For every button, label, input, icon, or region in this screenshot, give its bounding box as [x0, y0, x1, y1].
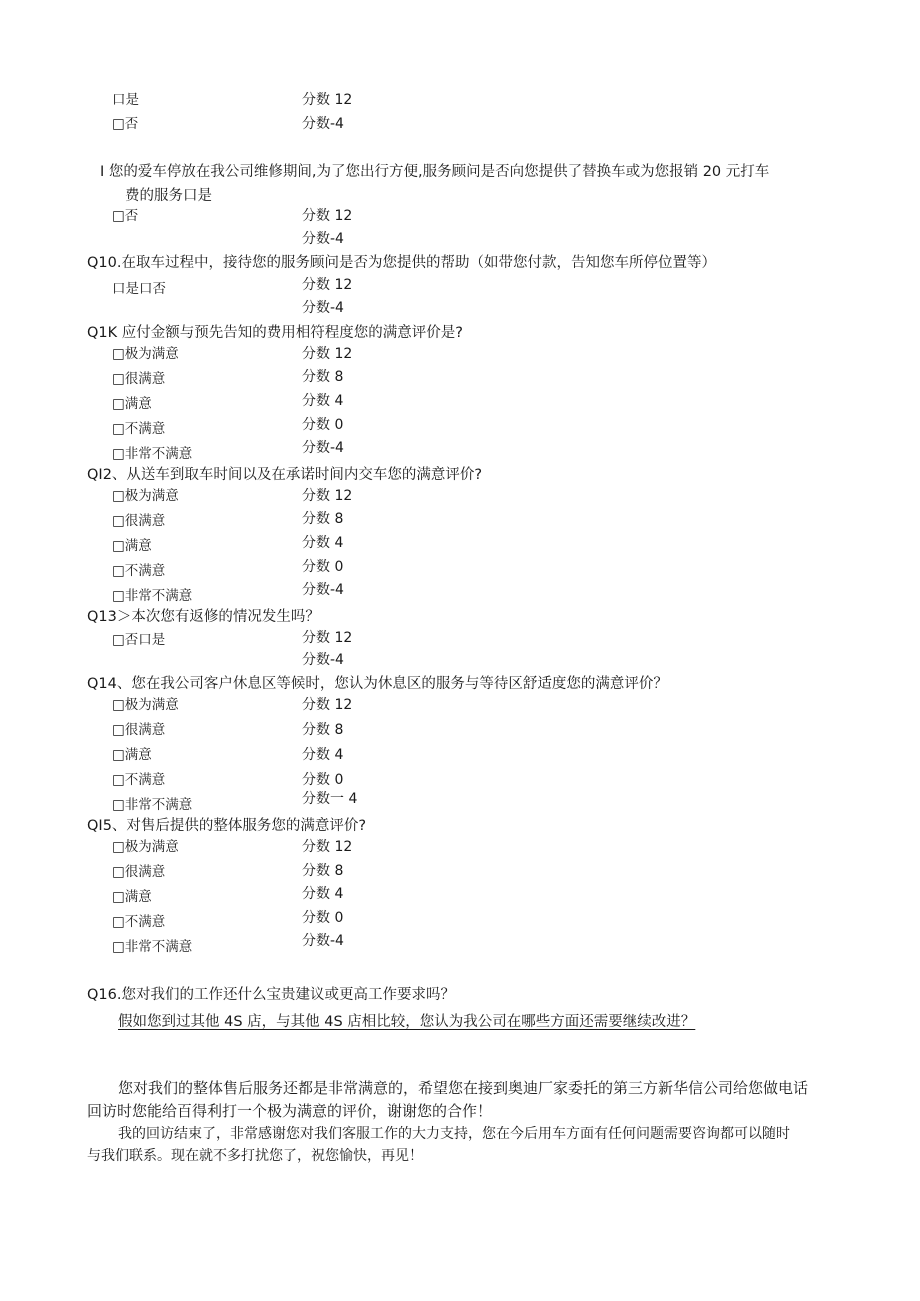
q13-question: Q13＞本次您有返修的情况发生吗？	[87, 609, 320, 625]
q14-score-1: 分数 12	[302, 697, 353, 713]
q15-option-3[interactable]: □满意	[112, 889, 152, 905]
q8-score-no: 分数-4	[302, 116, 344, 132]
q12-option-5[interactable]: □非常不满意	[112, 588, 193, 604]
q15-question: QI5、对售后提供的整体服务您的满意评价?	[87, 818, 367, 834]
q12-score-4: 分数 0	[302, 559, 344, 575]
q8-option-no[interactable]: □否	[112, 116, 139, 132]
closing-paragraph-1-line-1: 您对我们的整体售后服务还都是非常满意的，希望您在接到奥迪厂家委托的第三方新华信公司给您做电话	[118, 1079, 809, 1097]
q16-subquestion: 假如您到过其他 4S 店，与其他 4S 店相比较，您认为我公司在哪些方面还需要继续改进？	[118, 1014, 696, 1030]
q14-score-2: 分数 8	[302, 722, 344, 738]
closing-paragraph-2-line-1: 我的回访结束了，非常感谢您对我们客服工作的大力支持，您在今后用车方面有任何问题需要咨询都可以随时	[118, 1126, 790, 1142]
q12-score-5: 分数-4	[302, 582, 344, 598]
q10-score-yes: 分数 12	[302, 277, 353, 293]
q15-score-3: 分数 4	[302, 886, 344, 902]
q13-score-yes: 分数 12	[302, 630, 353, 646]
q14-score-5: 分数一 4	[302, 791, 358, 807]
q11-option-1[interactable]: □极为满意	[112, 346, 179, 362]
closing-paragraph-2-line-2: 与我们联系。现在就不多打扰您了，祝您愉快，再见！	[87, 1148, 423, 1164]
q13-options[interactable]: □否口是	[112, 632, 166, 648]
q12-score-1: 分数 12	[302, 488, 353, 504]
q12-option-2[interactable]: □很满意	[112, 513, 166, 529]
q11-option-5[interactable]: □非常不满意	[112, 446, 193, 462]
q11-question: Q1K 应付金额与预先告知的费用相符程度您的满意评价是?	[87, 325, 463, 341]
q8-option-yes[interactable]: 口是	[112, 92, 139, 108]
q11-option-4[interactable]: □不满意	[112, 421, 166, 437]
q11-option-3[interactable]: □满意	[112, 396, 152, 412]
q15-score-2: 分数 8	[302, 863, 344, 879]
q15-option-5[interactable]: □非常不满意	[112, 939, 193, 955]
q12-option-3[interactable]: □满意	[112, 538, 152, 554]
q12-score-2: 分数 8	[302, 511, 344, 527]
q15-option-1[interactable]: □极为满意	[112, 839, 179, 855]
q10-score-no: 分数-4	[302, 300, 344, 316]
q14-score-4: 分数 0	[302, 772, 344, 788]
q15-score-5: 分数-4	[302, 933, 344, 949]
q9-option-no[interactable]: □否	[112, 208, 139, 224]
q15-score-4: 分数 0	[302, 910, 344, 926]
q12-option-4[interactable]: □不满意	[112, 563, 166, 579]
q10-question: Q10.在取车过程中，接待您的服务顾问是否为您提供的帮助（如带您付款，告知您车所停位置等）	[87, 255, 716, 271]
q14-option-5[interactable]: □非常不满意	[112, 797, 193, 813]
q14-option-4[interactable]: □不满意	[112, 772, 166, 788]
q15-option-4[interactable]: □不满意	[112, 914, 166, 930]
q13-score-no: 分数-4	[302, 652, 344, 668]
q9-question-line1: I 您的爱车停放在我公司维修期间,为了您出行方便,服务顾问是否向您提供了替换车或为您报销 20 元打车	[100, 164, 770, 180]
q12-score-3: 分数 4	[302, 535, 344, 551]
q14-option-3[interactable]: □满意	[112, 747, 152, 763]
q15-option-2[interactable]: □很满意	[112, 864, 166, 880]
q10-options[interactable]: 口是口否	[112, 281, 166, 297]
q12-option-1[interactable]: □极为满意	[112, 488, 179, 504]
q11-option-2[interactable]: □很满意	[112, 371, 166, 387]
q14-option-1[interactable]: □极为满意	[112, 697, 179, 713]
q11-score-5: 分数-4	[302, 440, 344, 456]
q9-question-line2: 费的服务口是	[125, 188, 212, 204]
q9-score-yes: 分数 12	[302, 208, 353, 224]
q8-score-yes: 分数 12	[302, 92, 353, 108]
q11-score-4: 分数 0	[302, 417, 344, 433]
q11-score-2: 分数 8	[302, 369, 344, 385]
closing-paragraph-1-line-2: 回访时您能给百得利打一个极为满意的评价，谢谢您的合作！	[87, 1102, 493, 1120]
q14-question: Q14、您在我公司客户休息区等候时，您认为休息区的服务与等待区舒适度您的满意评价？	[87, 676, 668, 692]
q11-score-1: 分数 12	[302, 346, 353, 362]
q11-score-3: 分数 4	[302, 393, 344, 409]
q9-score-no: 分数-4	[302, 231, 344, 247]
q14-score-3: 分数 4	[302, 747, 344, 763]
q14-option-2[interactable]: □很满意	[112, 722, 166, 738]
q16-question: Q16.您对我们的工作还什么宝贵建议或更高工作要求吗？	[87, 987, 455, 1003]
q12-question: QI2、从送车到取车时间以及在承诺时间内交车您的满意评价?	[87, 467, 483, 483]
q15-score-1: 分数 12	[302, 839, 353, 855]
